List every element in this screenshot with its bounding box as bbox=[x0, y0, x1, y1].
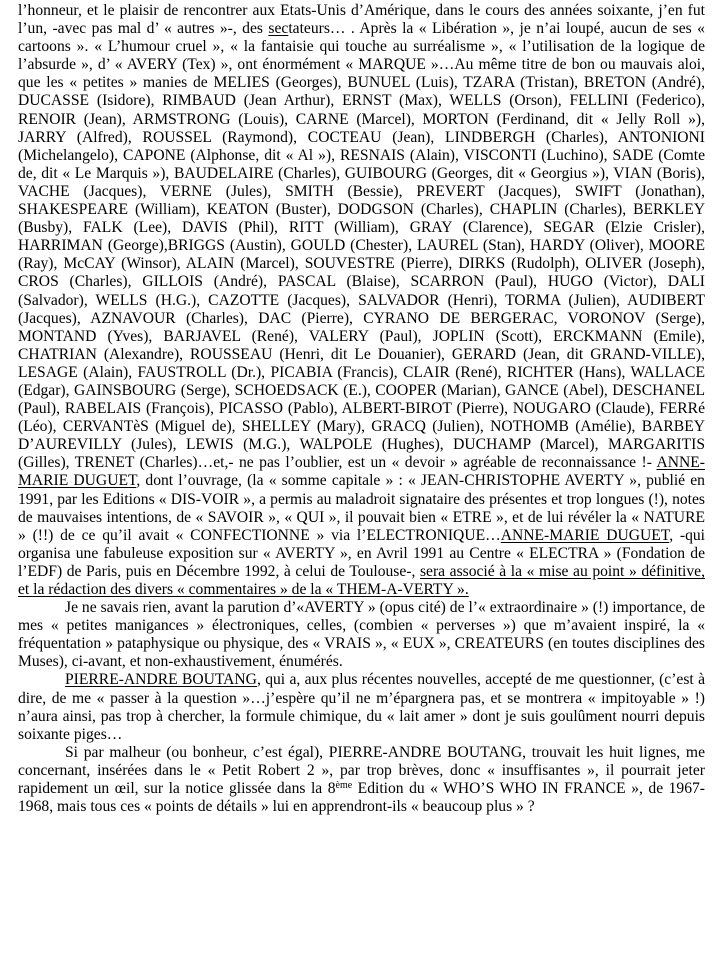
text-run: Edition du « WHO’S WHO IN FRANCE », de 1967-1968, mais tous ces « points de détails » lui en apprendront-ils « beaucoup plus » ? bbox=[18, 780, 705, 816]
superscript-text: ème bbox=[335, 780, 353, 792]
document-page bbox=[18, 2, 705, 816]
paragraph bbox=[18, 2, 705, 599]
text-run: , dont l’ouvrage, (la « somme capitale » : « JEAN-CHRISTOPHE AVERTY », publié en 1991, par les Editions « DIS-VOIR », a permis au maladroit signataire des présentes et trop longues (!), notes de mauvaises intentions, de « SAVOIR », « QUI », il pouvait bien « ETRE », et de lui révéler la « NATURE » (!!) de ce qu’il avait « CONFECTIONNE » via l’ELECTRONIQUE… bbox=[18, 472, 705, 544]
paragraph bbox=[18, 744, 705, 816]
paragraph bbox=[18, 671, 705, 743]
underlined-text: sec bbox=[268, 20, 289, 38]
paragraph bbox=[18, 599, 705, 671]
text-run: , -qui organisa une fabuleuse exposition sur « AVERTY », en Avril 1991 au Centre « ELECTRA » (Fondation de l’EDF) de Paris, puis en Décembre 1992, à celui de Toulouse-, bbox=[18, 526, 705, 580]
underlined-text: ANNE-MARIE DUGUET bbox=[500, 526, 670, 544]
underlined-text: sera associé à la « mise au point » définitive, et la rédaction des divers « commentaires » de la « THEM-A-VERTY ». bbox=[18, 562, 705, 598]
text-run: l’honneur, et le plaisir de rencontrer aux Etats-Unis d’Amérique, dans le cours des années soixante, j’en fut l’un, -avec pas mal d’ « autres »-, des bbox=[18, 2, 705, 38]
text-run: Si par malheur (ou bonheur, c’est égal), PIERRE-ANDRE BOUTANG, trouvait les huit lignes, me concernant, insérées dans le « Petit Robert 2 », par trop brèves, donc « insuffisantes », il pourrait jeter rapidement un œil, sur la notice glissée dans la 8 bbox=[18, 743, 705, 798]
underlined-text: ANNE-MARIE DUGUET bbox=[18, 454, 705, 490]
text-run: Je ne savais rien, avant la parution d’«AVERTY » (opus cité) de l’« extraordinaire » (!) importance, de mes « petites manigances » électroniques, celles, (combien « perverses ») que m’avaient inspiré, la « fréquentation » pataphysique ou physique, des « VRAIS », « EUX », CREATEURS (en toutes disciplines des Muses), ci-avant, et non-exhaustivement, énumérés. bbox=[18, 599, 705, 671]
underlined-text: PIERRE-ANDRE BOUTANG bbox=[65, 671, 257, 689]
text-run: , qui a, aux plus récentes nouvelles, accepté de me questionner, (c’est à dire, de me « passer à la question »…j’espère qu’il ne m’épargnera pas, et se montrera « impitoyable » !) n’aura ainsi, pas trop à chercher, la formule chimique, du « lait amer » dont je suis goulûment nourri depuis soixante piges… bbox=[18, 671, 705, 743]
text-run: tateurs… . Après la « Libération », je n’ai loupé, aucun de ses « cartoons ». « L’humour cruel », « la fantaisie qui touche au surréalisme », « l’utilisation de la logique de l’absurde », d’ « AVERY (Tex) », ont énormément « MARQUE »…Au même titre de bon ou mauvais aloi, que les « petites » manies de MELIES (Georges), BUNUEL (Luis), TZARA (Tristan), BRETON (André), DUCASSE (Isidore), RIMBAUD (Jean Arthur), ERNST (Max), WELLS (Orson), FELLINI (Federico), RENOIR (Jean), ARMSTRONG (Louis), CARNE (Marcel), MORTON (Ferdinand, dit « Jelly Roll »), JARRY (Alfred), ROUSSEL (Raymond), COCTEAU (Jean), LINDBERGH (Charles), ANTONIONI (Michelangelo), CAPONE (Alphonse, dit « Al »), RESNAIS (Alain), VISCONTI (Luchino), SADE (Comte de, dit « Le Marquis »), BAUDELAIRE (Charles), GUIBOURG (Georges, dit « Georgius »), VIAN (Boris), VACHE (Jacques), VERNE (Jules), SMITH (Bessie), PREVERT (Jacques), SWIFT (Jonathan), SHAKESPEARE (William), KEATON (Buster), DODGSON (Charles), CHAPLIN (Charles), BERKLEY (Busby), FALK (Lee), DAVIS (Phil), RITT (William), GRAY (Clarence), SEGAR (Elzie Crisler), HARRIMAN (George),BRIGGS (Austin), GOULD (Chester), LAUREL (Stan), HARDY (Oliver), MOORE (Ray), McCAY (Winsor), ALAIN (Marcel), SOUVESTRE (Pierre), DIRKS (Rudolph), OLIVER (Joseph), CROS (Charles), GILLOIS (André), PASCAL (Blaise), SCARRON (Paul), HUGO (Victor), DALI (Salvador), WELLS (H.G.), CAZOTTE (Jacques), SALVADOR (Henri), TORMA (Julien), AUDIBERT (Jacques), AZNAVOUR (Charles), DAC (Pierre), CYRANO DE BERGERAC, VORONOV (Serge), MONTAND (Yves), BARJAVEL (René), VALERY (Paul), JOPLIN (Scott), ERCKMANN (Emile), CHATRIAN (Alexandre), ROUSSEAU (Henri, dit Le Douanier), GERARD (Jean, dit GRAND-VILLE), LESAGE (Alain), FAUSTROLL (Dr.), PICABIA (Francis), CLAIR (René), RICHTER (Hans), WALLACE (Edgar), GAINSBOURG (Serge), SCHOEDSACK (E.), COOPER (Marian), GANCE (Abel), DESCHANEL (Paul), RABELAIS (François), PICASSO (Pablo), ALBERT-BIROT (Pierre), NOUGARO (Claude), FERRé (Léo), CERVANTèS (Miguel de), SHELLEY (Mary), GRACQ (Julien), NOTHOMB (Amélie), BARBEY D’AUREVILLY (Jules), LEWIS (M.G.), WALPOLE (Hughes), DUCHAMP (Marcel), MARGARITIS (Gilles), TRENET (Charles)…et,- ne pas l’oublier, est un « devoir » agréable de reconnaissance !- bbox=[18, 20, 705, 472]
